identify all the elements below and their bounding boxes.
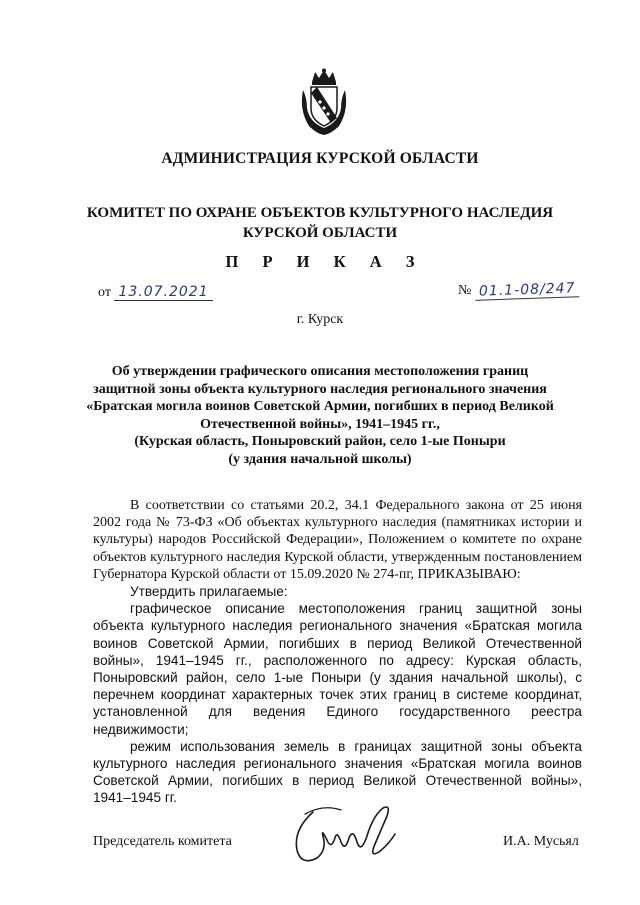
approve-paragraph: Утвердить прилагаемые:: [130, 584, 288, 600]
order-number: [458, 282, 579, 299]
document-type: П Р И К А З: [225, 252, 425, 271]
item-2-paragraph: режим использования земель в границах защитной зоны объекта культурного наследия регионального значения «Братская могила воинов Советской Армии, погибших в период Великой Отечественной войны», 1941–1945 гг.: [93, 738, 582, 806]
title-line: Отечественной войны», 1941–1945 гг.,: [200, 416, 440, 432]
order-date: [98, 284, 213, 301]
coat-of-arms-icon: [297, 68, 351, 136]
title-line: (Курская область, Поныровский район, село 1-ые Поныри: [134, 434, 506, 449]
item-1-paragraph: графическое описание местоположения границ защитной зоны объекта культурного наследия регионального значения «Братская могила воинов Советской Армии, погибших в период Великой Отечественной войны», 1941–1945 гг., расположенного по адресу: Курская область, Поныровский район, село 1-ые Поныри (у здания начальной школы), с перечнем координат характерных точек этих границ в системе координат, установленной для ведения Единого государственного реестра недвижимости;: [93, 601, 582, 737]
title-line: защитной зоны объекта культурного наследия регионального значения: [93, 381, 547, 397]
title-line: «Братская могила воинов Советской Армии, погибших в период Великой: [86, 399, 554, 414]
order-body: [93, 497, 582, 807]
committee-line-2: КУРСКОЙ ОБЛАСТИ: [242, 225, 398, 241]
number-handwritten: 01.1-08/247: [475, 280, 580, 301]
city: г. Курск: [296, 312, 344, 327]
title-line: Об утверждении графического описания местоположения границ: [111, 364, 529, 379]
signatory-name: И.А. Мусьял: [503, 834, 579, 849]
date-prefix: от: [98, 285, 111, 300]
preamble-paragraph: В соответствии со статьями 20.2, 34.1 Федерального закона от 25 июня 2002 года № 73-ФЗ «Об объектах культурного наследия (памятниках истории и культуры) народов Российской Федерации», Положением о комитете по охране объектов культурного наследия Курской области, утвержденным постановлением Губернатора Курской области от 15.09.2020 № 274-пг, ПРИКАЗЫВАЮ:: [93, 498, 582, 582]
issuer-committee: [0, 203, 640, 243]
order-title: [0, 363, 640, 468]
date-handwritten: 13.07.2021: [114, 284, 212, 301]
title-line: (у здания начальной школы): [228, 451, 412, 467]
signatory-position: Председатель комитета: [93, 834, 232, 849]
number-prefix: №: [458, 283, 472, 298]
issuer-administration: АДМИНИСТРАЦИЯ КУРСКОЙ ОБЛАСТИ: [161, 150, 479, 167]
handwritten-signature: [283, 800, 411, 870]
committee-line-1: КОМИТЕТ ПО ОХРАНЕ ОБЪЕКТОВ КУЛЬТУРНОГО НАСЛЕДИЯ: [86, 205, 554, 221]
